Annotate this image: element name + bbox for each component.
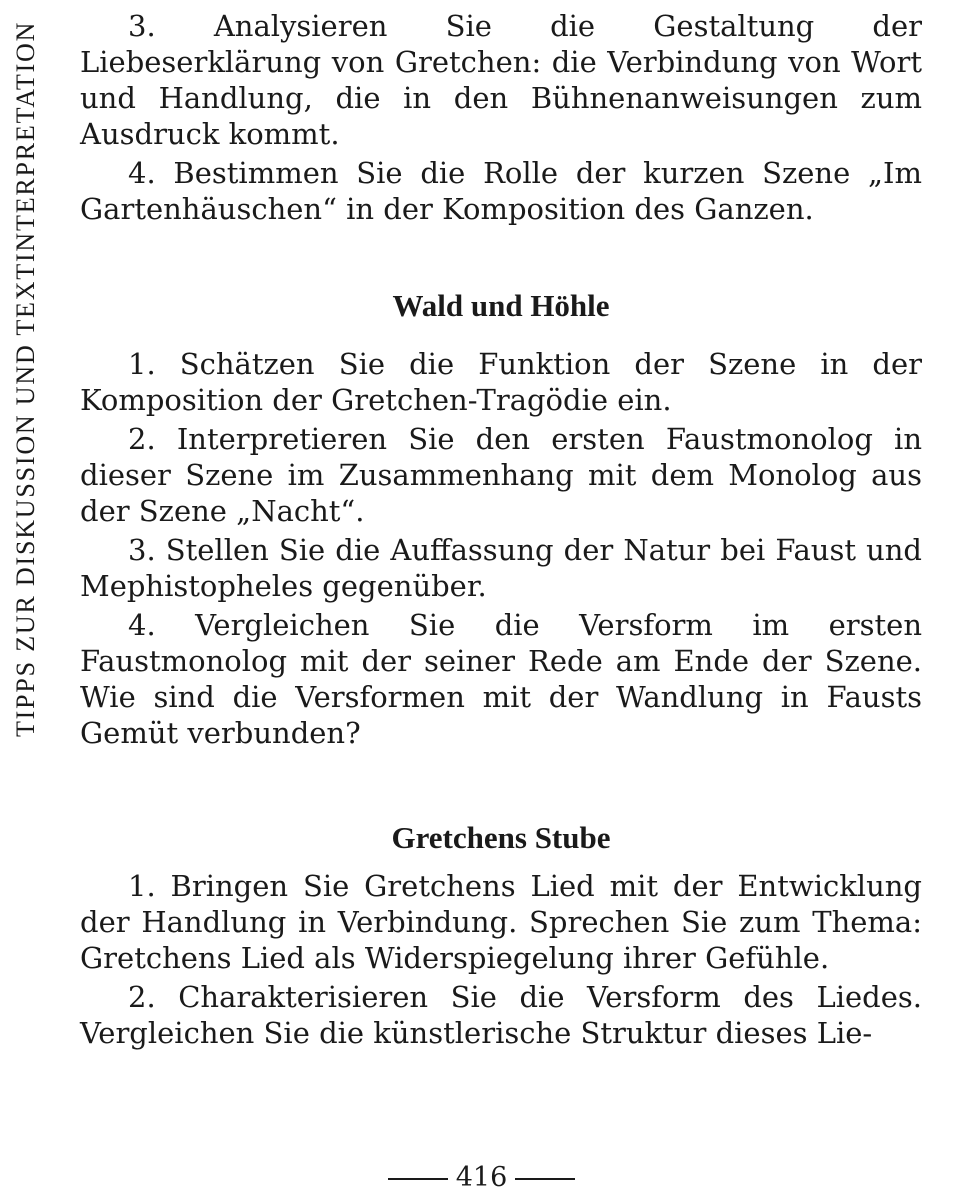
section-title-gretchens-stube: Gretchens Stube xyxy=(391,820,611,855)
footer-left-rule xyxy=(388,1178,448,1180)
wald-question-2: 2. Interpretieren Sie den ersten Faustmonolog in dieser Szene im Zusammenhang mit dem Monolog aus der Szene „Nacht“. xyxy=(80,422,922,528)
stube-question-2: 2. Charakterisieren Sie die Versform des Liedes. Vergleichen Sie die künstlerische Struktur dieses Lie- xyxy=(80,980,922,1050)
intro-paragraph-3: 3. Analysieren Sie die Gestaltung der Liebeserklärung von Gretchen: die Verbindung von Wort und Handlung, die in den Bühnenanweisungen zum Ausdruck kommt. xyxy=(80,9,922,151)
page-number: 416 xyxy=(455,1162,508,1193)
wald-question-1: 1. Schätzen Sie die Funktion der Szene in der Komposition der Gretchen-Tragödie ein. xyxy=(80,347,922,417)
footer-right-rule xyxy=(515,1178,575,1180)
section-title-wald-und-hoehle: Wald und Höhle xyxy=(392,288,610,323)
intro-paragraph-4: 4. Bestimmen Sie die Rolle der kurzen Szene „Im Gartenhäuschen“ in der Komposition des Ganzen. xyxy=(80,156,922,226)
wald-question-4: 4. Vergleichen Sie die Versform im ersten Faustmonolog mit der seiner Rede am Ende der Szene. Wie sind die Versformen mit der Wandlung in Fausts Gemüt verbunden? xyxy=(80,608,922,750)
stube-question-1: 1. Bringen Sie Gretchens Lied mit der Entwicklung der Handlung in Verbindung. Sprechen Sie zum Thema: Gretchens Lied als Widerspiegelung ihrer Gefühle. xyxy=(80,869,922,975)
running-head: TIPPS ZUR DISKUSSION UND TEXTINTERPRETATION xyxy=(11,20,40,738)
wald-question-3: 3. Stellen Sie die Auffassung der Natur bei Faust und Mephistopheles gegenüber. xyxy=(80,533,922,603)
page-footer xyxy=(0,1160,963,1196)
page-body xyxy=(80,8,922,1054)
